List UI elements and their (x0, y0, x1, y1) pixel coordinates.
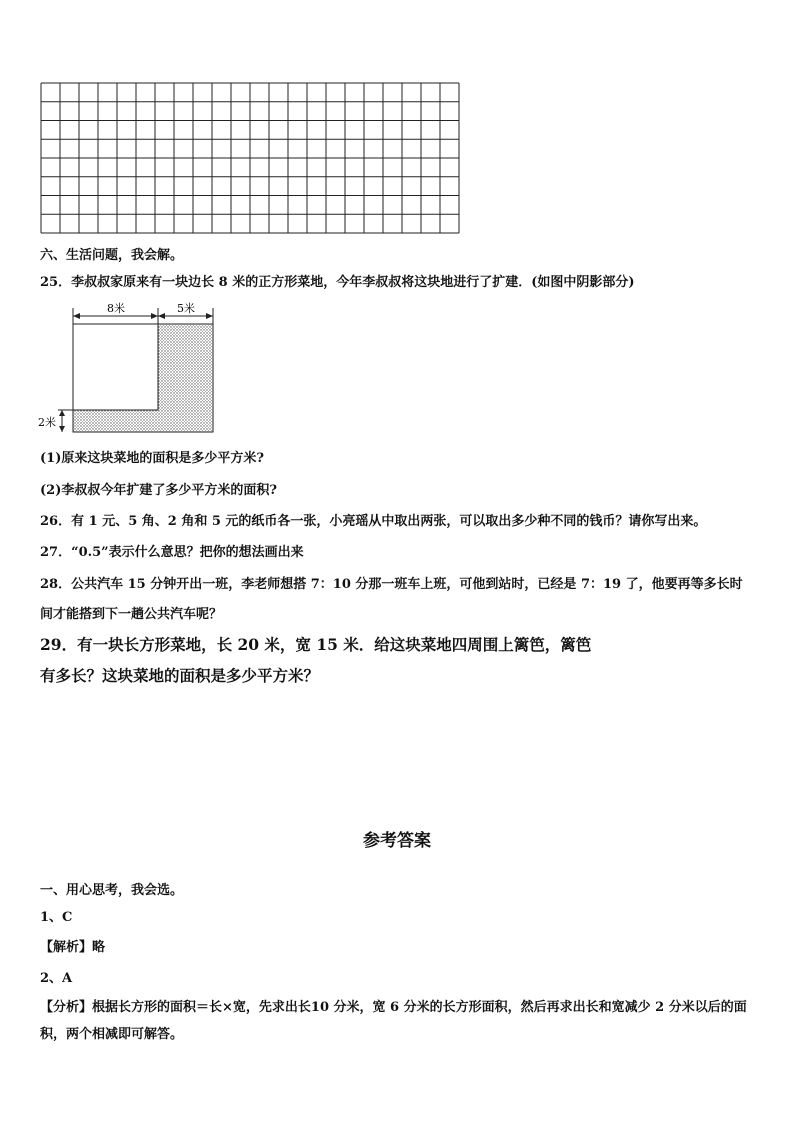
answer-1-analysis: 【解析】略 (40, 940, 106, 955)
section6-heading: 六、生活问题，我会解。 (40, 248, 184, 263)
original-square (73, 324, 158, 410)
answer-2: 2、A (40, 971, 73, 986)
q25-sub1: (1)原来这块菜地的面积是多少平方米? (40, 451, 264, 466)
answer-2-analysis: 【分析】根据长方形的面积＝长×宽，先求出长10 分米，宽 6 分米的长方形面积，然后再求出长和宽减少 2 分米以后的面积，两个相减即可解答。 (40, 1000, 747, 1042)
label-2m: 2米 (38, 416, 56, 429)
label-8m: 8米 (107, 302, 125, 315)
label-5m: 5米 (177, 302, 195, 315)
answers-section1: 一、用心思考，我会选。 (40, 883, 184, 898)
q25-figure (38, 296, 228, 438)
q29-line1: 29．有一块长方形菜地，长 20 米，宽 15 米．给这块菜地四周围上篱笆，篱笆 (40, 635, 592, 654)
q28-line1: 28．公共汽车 15 分钟开出一班，李老师想搭 7：10 分那一班车上班，可他到站时，已经是 7：19 了，他要再等多长时 (40, 577, 743, 592)
answers-title: 参考答案 (363, 831, 431, 851)
q25-sub2: (2)李叔叔今年扩建了多少平方米的面积? (40, 483, 277, 498)
q26-text: 26．有 1 元、5 角、2 角和 5 元的纸币各一张，小亮瑶从中取出两张，可以取出多少种不同的钱币？请你写出来。 (40, 514, 707, 529)
q29-line2: 有多长？这块菜地的面积是多少平方米？ (40, 666, 320, 685)
q28-line2: 间才能搭到下一趟公共汽车呢？ (40, 607, 223, 622)
q27-text: 27．“0.5”表示什么意思？把你的想法画出来 (40, 545, 304, 560)
answer-grid (40, 82, 460, 234)
q25-text: 25．李叔叔家原来有一块边长 8 米的正方形菜地，今年李叔叔将这块地进行了扩建．(如图中阴影部分) (40, 275, 635, 290)
answer-1: 1、C (40, 910, 73, 925)
